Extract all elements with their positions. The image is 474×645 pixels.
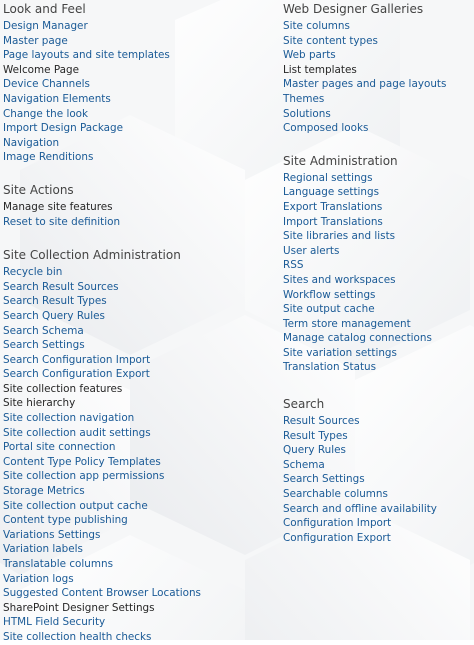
link-variation-labels[interactable]: Variation labels — [3, 543, 83, 556]
section-site-actions — [3, 181, 253, 229]
link-manage-site-features[interactable]: Manage site features — [3, 200, 113, 213]
link-sharepoint-designer-settings[interactable]: SharePoint Designer Settings — [3, 601, 155, 614]
link-rss[interactable]: RSS — [283, 259, 304, 272]
link-image-renditions[interactable]: Image Renditions — [3, 151, 94, 164]
link-web-parts[interactable]: Web parts — [283, 49, 336, 62]
link-site-content-types[interactable]: Site content types — [283, 34, 378, 47]
link-variations-settings[interactable]: Variations Settings — [3, 528, 101, 541]
link-search-configuration-import[interactable]: Search Configuration Import — [3, 353, 151, 366]
section-heading: Search — [283, 397, 325, 412]
section-heading: Site Administration — [283, 153, 398, 168]
link-master-pages-and-page-layouts[interactable]: Master pages and page layouts — [283, 78, 447, 91]
link-export-translations[interactable]: Export Translations — [283, 200, 383, 213]
link-user-alerts[interactable]: User alerts — [283, 244, 340, 257]
link-master-page[interactable]: Master page — [3, 34, 68, 47]
link-search-and-offline-availability[interactable]: Search and offline availability — [283, 502, 437, 515]
link-suggested-content-browser-locations[interactable]: Suggested Content Browser Locations — [3, 587, 201, 600]
section-site-administration — [283, 152, 473, 375]
link-result-types[interactable]: Result Types — [283, 429, 348, 442]
section-search — [283, 395, 473, 545]
link-import-translations[interactable]: Import Translations — [283, 215, 383, 228]
link-term-store-management[interactable]: Term store management — [283, 317, 411, 330]
link-result-sources[interactable]: Result Sources — [283, 415, 360, 428]
link-themes[interactable]: Themes — [283, 92, 325, 105]
section-look-and-feel — [3, 0, 253, 165]
link-html-field-security[interactable]: HTML Field Security — [3, 616, 106, 629]
link-workflow-settings[interactable]: Workflow settings — [283, 288, 376, 301]
link-site-columns[interactable]: Site columns — [283, 20, 350, 32]
link-storage-metrics[interactable]: Storage Metrics — [3, 485, 85, 498]
section-heading: Look and Feel — [3, 2, 86, 16]
link-site-collection-app-permissions[interactable]: Site collection app permissions — [3, 470, 165, 483]
link-device-channels[interactable]: Device Channels — [3, 78, 90, 91]
link-search-result-sources[interactable]: Search Result Sources — [3, 280, 119, 293]
section-heading: Site Collection Administration — [3, 248, 181, 263]
link-site-collection-output-cache[interactable]: Site collection output cache — [3, 499, 148, 512]
link-language-settings[interactable]: Language settings — [283, 186, 380, 199]
link-search-settings[interactable]: Search Settings — [3, 339, 85, 352]
link-list — [3, 19, 253, 165]
link-reset-to-site-definition[interactable]: Reset to site definition — [3, 215, 121, 228]
link-navigation-elements[interactable]: Navigation Elements — [3, 92, 111, 105]
link-import-design-package[interactable]: Import Design Package — [3, 122, 124, 135]
link-list — [3, 200, 253, 229]
link-search-settings[interactable]: Search Settings — [283, 473, 365, 486]
link-site-collection-health-checks[interactable]: Site collection health checks — [3, 630, 152, 643]
right-column — [283, 0, 473, 545]
section-site-collection-administration — [3, 246, 253, 644]
link-query-rules[interactable]: Query Rules — [283, 444, 346, 457]
link-translation-status[interactable]: Translation Status — [283, 361, 377, 374]
section-web-designer-galleries — [283, 0, 473, 136]
link-searchable-columns[interactable]: Searchable columns — [283, 488, 388, 501]
link-variation-logs[interactable]: Variation logs — [3, 572, 74, 585]
link-page-layouts-and-site-templates[interactable]: Page layouts and site templates — [3, 49, 170, 62]
link-composed-looks[interactable]: Composed looks — [283, 122, 369, 135]
link-search-configuration-export[interactable]: Search Configuration Export — [3, 368, 150, 381]
link-regional-settings[interactable]: Regional settings — [283, 171, 373, 184]
link-site-collection-navigation[interactable]: Site collection navigation — [3, 412, 135, 425]
link-navigation[interactable]: Navigation — [3, 136, 60, 149]
link-site-hierarchy[interactable]: Site hierarchy — [3, 397, 76, 410]
link-search-query-rules[interactable]: Search Query Rules — [3, 309, 105, 322]
link-recycle-bin[interactable]: Recycle bin — [3, 266, 63, 279]
left-column — [3, 0, 253, 645]
link-design-manager[interactable]: Design Manager — [3, 20, 88, 32]
link-content-type-publishing[interactable]: Content type publishing — [3, 514, 128, 527]
link-search-result-types[interactable]: Search Result Types — [3, 295, 107, 308]
link-solutions[interactable]: Solutions — [283, 107, 331, 120]
link-list — [283, 19, 473, 136]
link-portal-site-connection[interactable]: Portal site connection — [3, 441, 116, 454]
section-heading: Site Actions — [3, 182, 74, 197]
link-configuration-import[interactable]: Configuration Import — [283, 517, 392, 530]
link-site-output-cache[interactable]: Site output cache — [283, 303, 375, 316]
link-site-variation-settings[interactable]: Site variation settings — [283, 346, 397, 359]
link-list-templates[interactable]: List templates — [283, 63, 357, 76]
link-sites-and-workspaces[interactable]: Sites and workspaces — [283, 273, 396, 286]
link-list — [283, 171, 473, 375]
link-configuration-export[interactable]: Configuration Export — [283, 531, 391, 544]
link-change-the-look[interactable]: Change the look — [3, 107, 89, 120]
link-site-libraries-and-lists[interactable]: Site libraries and lists — [283, 230, 396, 243]
link-site-collection-features[interactable]: Site collection features — [3, 382, 123, 395]
link-schema[interactable]: Schema — [283, 458, 325, 471]
link-translatable-columns[interactable]: Translatable columns — [3, 558, 113, 570]
link-search-schema[interactable]: Search Schema — [3, 324, 84, 337]
link-site-collection-audit-settings[interactable]: Site collection audit settings — [3, 426, 151, 439]
link-manage-catalog-connections[interactable]: Manage catalog connections — [283, 332, 432, 345]
link-list — [3, 265, 253, 644]
link-content-type-policy-templates[interactable]: Content Type Policy Templates — [3, 455, 161, 468]
section-heading: Web Designer Galleries — [283, 2, 424, 16]
link-welcome-page[interactable]: Welcome Page — [3, 63, 79, 76]
link-list — [283, 414, 473, 545]
